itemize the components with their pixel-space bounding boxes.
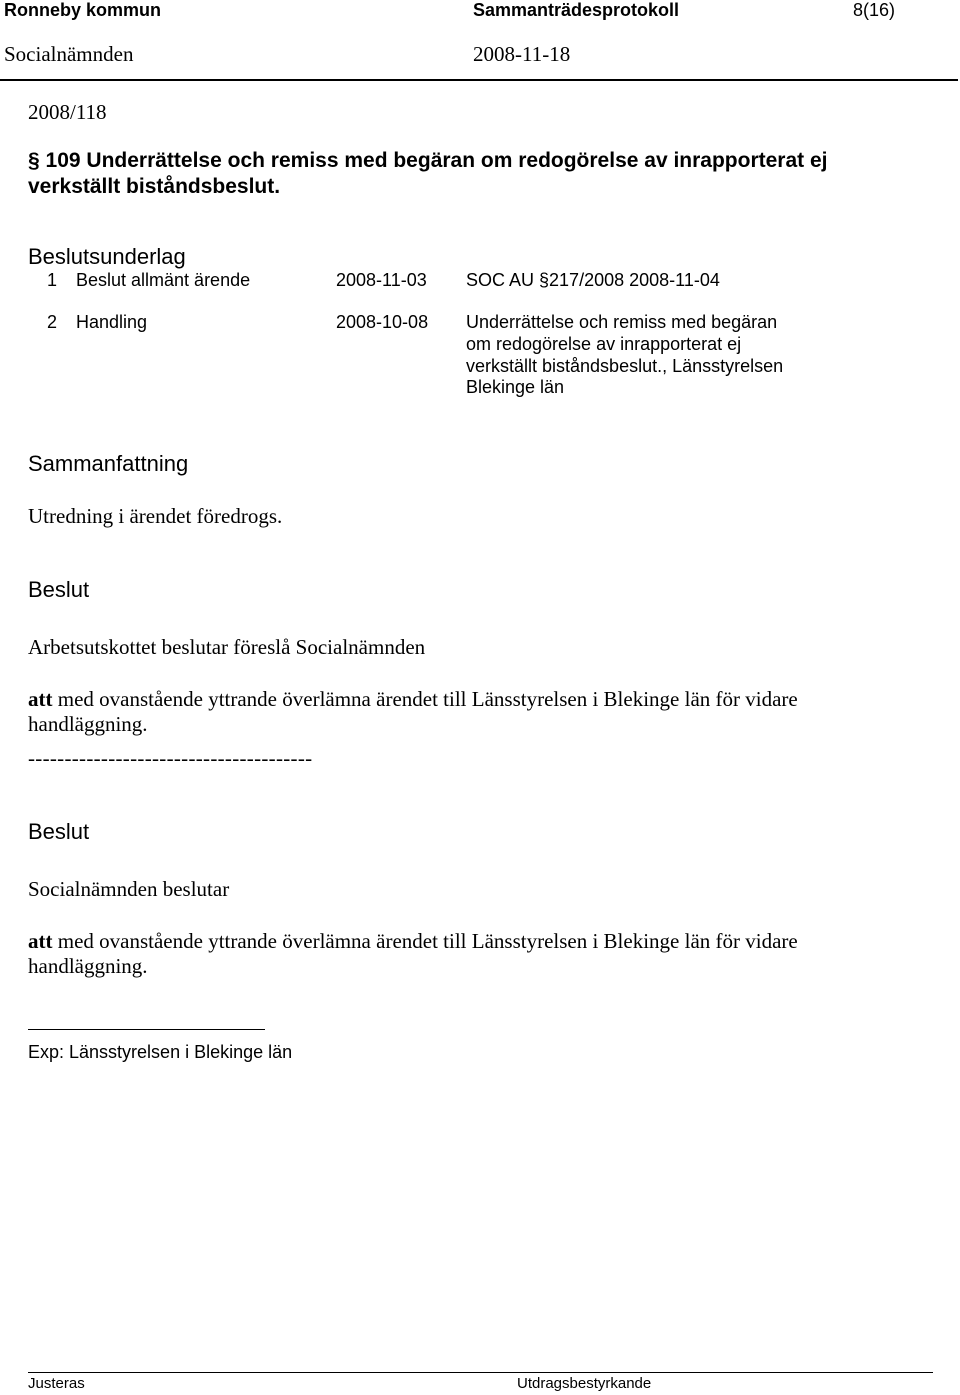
row-date: 2008-11-03 [336,270,427,290]
row-description-line: Blekinge län [466,377,565,397]
footer-utdragsbestyrkande: Utdragsbestyrkande [517,1375,652,1392]
footer-justeras: Justeras [28,1375,85,1392]
row-description-line: om redogörelse av inrapporterat ej [466,334,742,354]
row-description: SOC AU §217/2008 2008-11-04 [466,270,720,290]
att-keyword: att [28,929,53,953]
page-number: 8(16) [853,0,896,20]
footer-rule [28,1372,933,1373]
sammanfattning-text: Utredning i ärendet föredrogs. [28,504,283,528]
header-rule [0,79,958,81]
row-description-line: verkställt biståndsbeslut., Länsstyrelsen [466,356,784,376]
row-number: 2 [47,312,58,332]
sammanfattning-heading: Sammanfattning [28,451,189,476]
case-title-line2: verkställt biståndsbeslut. [28,175,281,198]
beslut-au-subheading: Arbetsutskottet beslutar föreslå Socialnämnden [28,635,426,659]
case-title-line1: Underrättelse och remiss med begäran om redogörelse av inrapporterat ej [86,149,828,172]
committee-name: Socialnämnden [4,42,134,66]
beslut-sn-text-line2: handläggning. [28,954,148,978]
document-type: Sammanträdesprotokoll [473,0,680,20]
expedition-note: Exp: Länsstyrelsen i Blekinge län [28,1042,293,1062]
beslut-sn-subheading: Socialnämnden beslutar [28,877,230,901]
expedition-rule [28,1029,265,1030]
beslut-au-text-line2: handläggning. [28,712,148,736]
case-number: 2008/118 [28,100,107,124]
meeting-date: 2008-11-18 [473,42,571,66]
row-type: Handling [76,312,148,332]
row-type: Beslut allmänt ärende [76,270,251,290]
organization-name: Ronneby kommun [4,0,162,20]
case-title [28,148,828,200]
beslut-au-text-line1: med ovanstående yttrande överlämna ärendet till Länsstyrelsen i Blekinge län för vidare [57,687,798,711]
beslut-sn-text-line1: med ovanstående yttrande överlämna ärendet till Länsstyrelsen i Blekinge län för vidare [57,929,798,953]
row-date: 2008-10-08 [336,312,429,332]
beslut-sn-heading: Beslut [28,819,90,844]
row-number: 1 [47,270,58,290]
beslut-au-heading: Beslut [28,577,90,602]
beslut-au-text [28,687,798,737]
row-description-line: Underrättelse och remiss med begäran [466,312,778,332]
beslutsunderlag-heading: Beslutsunderlag [28,244,186,269]
beslut-sn-text [28,929,798,979]
separator-dashes: --------------------------------------- [28,746,313,770]
section-number: § 109 [28,149,81,172]
att-keyword: att [28,687,53,711]
